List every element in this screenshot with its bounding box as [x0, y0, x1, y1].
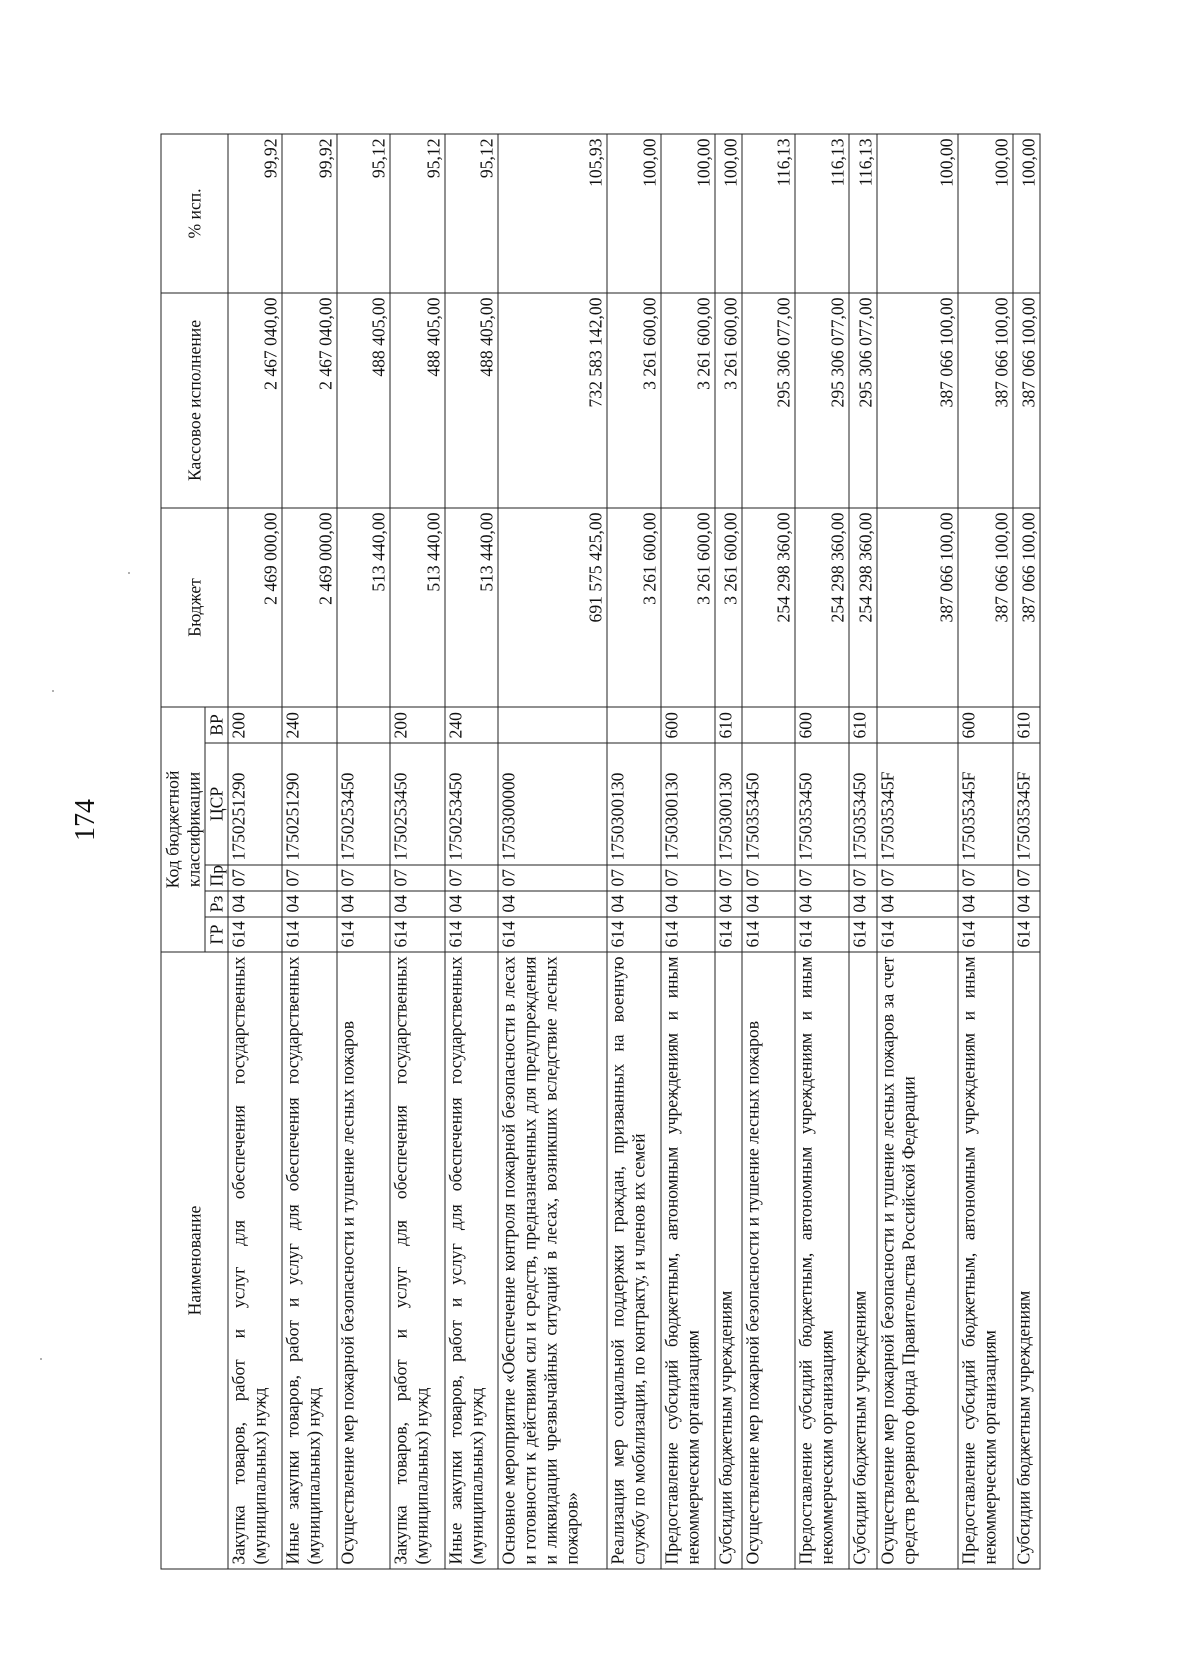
table-row [390, 134, 444, 1569]
row-rz: 04 [444, 891, 497, 917]
row-budget: 513 440,00 [444, 508, 497, 707]
row-csr: 1750353450 [795, 743, 849, 865]
row-execution: 488 405,00 [444, 293, 497, 508]
row-csr: 1750353450 [741, 743, 794, 865]
row-rz: 04 [958, 891, 1012, 917]
row-name: Осуществление мер пожарной безопасности и тушение лесных пожаров [741, 952, 794, 1569]
row-rz: 04 [849, 891, 876, 917]
row-vr: 610 [714, 707, 741, 743]
row-gr: 614 [444, 917, 497, 952]
header-execution: Кассовое исполнение [161, 293, 228, 508]
row-gr: 614 [958, 917, 1012, 952]
header-code-group: Код бюджетной классификации [161, 707, 205, 952]
row-budget: 387 066 100,00 [1012, 508, 1039, 707]
row-pr: 07 [795, 865, 849, 891]
row-name: Закупка товаров, работ и услуг для обеспечения государственных (муниципальных) нужд [390, 952, 444, 1569]
row-vr: 240 [282, 707, 336, 743]
row-percent: 95,12 [336, 134, 389, 293]
row-rz: 04 [795, 891, 849, 917]
header-gr: ГР [205, 917, 228, 952]
row-rz: 04 [1012, 891, 1039, 917]
row-pr: 07 [958, 865, 1012, 891]
table-row [1012, 134, 1039, 1569]
row-gr: 614 [282, 917, 336, 952]
table-row [444, 134, 497, 1569]
row-pr: 07 [1012, 865, 1039, 891]
row-vr: 240 [444, 707, 497, 743]
header-name: Наименование [161, 952, 228, 1569]
row-percent: 100,00 [876, 134, 958, 293]
row-execution: 732 583 142,00 [497, 293, 606, 508]
row-pr: 07 [444, 865, 497, 891]
row-csr: 175035345F [958, 743, 1012, 865]
rotated-page-content [160, 135, 1040, 1570]
row-vr [336, 707, 389, 743]
row-rz: 04 [336, 891, 389, 917]
row-rz: 04 [228, 891, 282, 917]
row-percent: 95,12 [390, 134, 444, 293]
row-pr: 07 [282, 865, 336, 891]
row-vr: 600 [661, 707, 714, 743]
scan-speck [128, 572, 130, 574]
row-budget: 3 261 600,00 [661, 508, 714, 707]
row-pr: 07 [497, 865, 606, 891]
row-budget: 254 298 360,00 [795, 508, 849, 707]
row-percent: 100,00 [1012, 134, 1039, 293]
row-percent: 100,00 [661, 134, 714, 293]
row-name: Осуществление мер пожарной безопасности и тушение лесных пожаров за счет средств резервного фонда Правительства Российской Федерации [876, 952, 958, 1569]
row-budget: 513 440,00 [390, 508, 444, 707]
header-pr: Пр [205, 865, 228, 891]
row-gr: 614 [228, 917, 282, 952]
row-name: Предоставление субсидий бюджетным, автономным учреждениям и иным некоммерческим организациям [958, 952, 1012, 1569]
table-row [795, 134, 849, 1569]
row-name: Осуществление мер пожарной безопасности и тушение лесных пожаров [336, 952, 389, 1569]
row-execution: 488 405,00 [336, 293, 389, 508]
row-gr: 614 [849, 917, 876, 952]
table-row [497, 134, 606, 1569]
row-vr: 600 [958, 707, 1012, 743]
row-rz: 04 [282, 891, 336, 917]
row-percent: 100,00 [606, 134, 660, 293]
table-row [714, 134, 741, 1569]
row-vr: 600 [795, 707, 849, 743]
row-name: Иные закупки товаров, работ и услуг для обеспечения государственных (муниципальных) нужд [444, 952, 497, 1569]
row-name: Предоставление субсидий бюджетным, автономным учреждениям и иным некоммерческим организациям [661, 952, 714, 1569]
row-pr: 07 [606, 865, 660, 891]
row-rz: 04 [606, 891, 660, 917]
row-gr: 614 [497, 917, 606, 952]
row-pr: 07 [661, 865, 714, 891]
row-pr: 07 [228, 865, 282, 891]
row-rz: 04 [714, 891, 741, 917]
table-row [958, 134, 1012, 1569]
row-csr: 1750251290 [282, 743, 336, 865]
header-rz: Рз [205, 891, 228, 917]
table-row [228, 134, 282, 1569]
row-budget: 254 298 360,00 [849, 508, 876, 707]
row-name: Основное мероприятие «Обеспечение контроля пожарной безопасности в лесах и готовности к действиям сил и средств, предназначенных для предупреждения и ликвидации чрезвычайных ситуаций в лесах, возникших вследствие лесных пожаров» [497, 952, 606, 1569]
row-csr: 1750300000 [497, 743, 606, 865]
row-budget: 2 469 000,00 [282, 508, 336, 707]
row-execution: 295 306 077,00 [849, 293, 876, 508]
row-execution: 2 467 040,00 [282, 293, 336, 508]
row-vr: 610 [1012, 707, 1039, 743]
header-budget: Бюджет [161, 508, 228, 707]
row-execution: 3 261 600,00 [606, 293, 660, 508]
row-csr: 175035345F [1012, 743, 1039, 865]
page-number: 174 [70, 799, 101, 841]
row-execution: 387 066 100,00 [876, 293, 958, 508]
table-row [849, 134, 876, 1569]
row-percent: 99,92 [282, 134, 336, 293]
row-csr: 175035345F [876, 743, 958, 865]
table-row [336, 134, 389, 1569]
row-gr: 614 [741, 917, 794, 952]
row-vr [741, 707, 794, 743]
row-budget: 254 298 360,00 [741, 508, 794, 707]
row-csr: 1750300130 [661, 743, 714, 865]
row-gr: 614 [390, 917, 444, 952]
row-csr: 1750253450 [390, 743, 444, 865]
table-row [876, 134, 958, 1569]
table-row [741, 134, 794, 1569]
row-gr: 614 [1012, 917, 1039, 952]
row-pr: 07 [714, 865, 741, 891]
row-rz: 04 [390, 891, 444, 917]
row-gr: 614 [876, 917, 958, 952]
row-budget: 387 066 100,00 [958, 508, 1012, 707]
row-budget: 513 440,00 [336, 508, 389, 707]
row-pr: 07 [741, 865, 794, 891]
row-csr: 1750253450 [336, 743, 389, 865]
row-percent: 95,12 [444, 134, 497, 293]
row-gr: 614 [661, 917, 714, 952]
row-percent: 116,13 [795, 134, 849, 293]
row-vr: 200 [390, 707, 444, 743]
row-execution: 387 066 100,00 [958, 293, 1012, 508]
row-execution: 387 066 100,00 [1012, 293, 1039, 508]
header-percent: % исп. [161, 134, 228, 293]
row-budget: 691 575 425,00 [497, 508, 606, 707]
row-budget: 2 469 000,00 [228, 508, 282, 707]
row-budget: 387 066 100,00 [876, 508, 958, 707]
row-percent: 99,92 [228, 134, 282, 293]
row-rz: 04 [497, 891, 606, 917]
row-gr: 614 [606, 917, 660, 952]
table-row [606, 134, 660, 1569]
row-vr: 610 [849, 707, 876, 743]
header-vr: ВР [205, 707, 228, 743]
table-row [661, 134, 714, 1569]
row-budget: 3 261 600,00 [714, 508, 741, 707]
row-execution: 295 306 077,00 [741, 293, 794, 508]
table-body [228, 134, 1040, 1569]
row-vr [497, 707, 606, 743]
scan-speck [40, 1358, 42, 1360]
row-execution: 3 261 600,00 [661, 293, 714, 508]
row-name: Субсидии бюджетным учреждениям [714, 952, 741, 1569]
row-name: Субсидии бюджетным учреждениям [1012, 952, 1039, 1569]
row-vr: 200 [228, 707, 282, 743]
row-name: Закупка товаров, работ и услуг для обеспечения государственных (муниципальных) нужд [228, 952, 282, 1569]
scan-speck [52, 690, 54, 692]
row-gr: 614 [336, 917, 389, 952]
budget-table [160, 133, 1040, 1569]
row-gr: 614 [795, 917, 849, 952]
row-execution: 3 261 600,00 [714, 293, 741, 508]
row-vr [606, 707, 660, 743]
row-execution: 295 306 077,00 [795, 293, 849, 508]
row-execution: 2 467 040,00 [228, 293, 282, 508]
row-csr: 1750353450 [849, 743, 876, 865]
row-rz: 04 [741, 891, 794, 917]
row-name: Субсидии бюджетным учреждениям [849, 952, 876, 1569]
table-row [282, 134, 336, 1569]
row-name: Иные закупки товаров, работ и услуг для обеспечения государственных (муниципальных) нужд [282, 952, 336, 1569]
row-percent: 116,13 [849, 134, 876, 293]
row-csr: 1750253450 [444, 743, 497, 865]
header-csr: ЦСР [205, 743, 228, 865]
row-csr: 1750300130 [714, 743, 741, 865]
row-execution: 488 405,00 [390, 293, 444, 508]
row-csr: 1750300130 [606, 743, 660, 865]
row-percent: 116,13 [741, 134, 794, 293]
row-gr: 614 [714, 917, 741, 952]
row-pr: 07 [849, 865, 876, 891]
row-percent: 105,93 [497, 134, 606, 293]
row-pr: 07 [390, 865, 444, 891]
row-percent: 100,00 [958, 134, 1012, 293]
row-name: Предоставление субсидий бюджетным, автономным учреждениям и иным некоммерческим организациям [795, 952, 849, 1569]
row-csr: 1750251290 [228, 743, 282, 865]
row-percent: 100,00 [714, 134, 741, 293]
row-vr [876, 707, 958, 743]
row-pr: 07 [876, 865, 958, 891]
row-budget: 3 261 600,00 [606, 508, 660, 707]
row-rz: 04 [876, 891, 958, 917]
row-pr: 07 [336, 865, 389, 891]
row-name: Реализация мер социальной поддержки граждан, призванных на военную службу по мобилизации, по контракту, и членов их семей [606, 952, 660, 1569]
row-rz: 04 [661, 891, 714, 917]
